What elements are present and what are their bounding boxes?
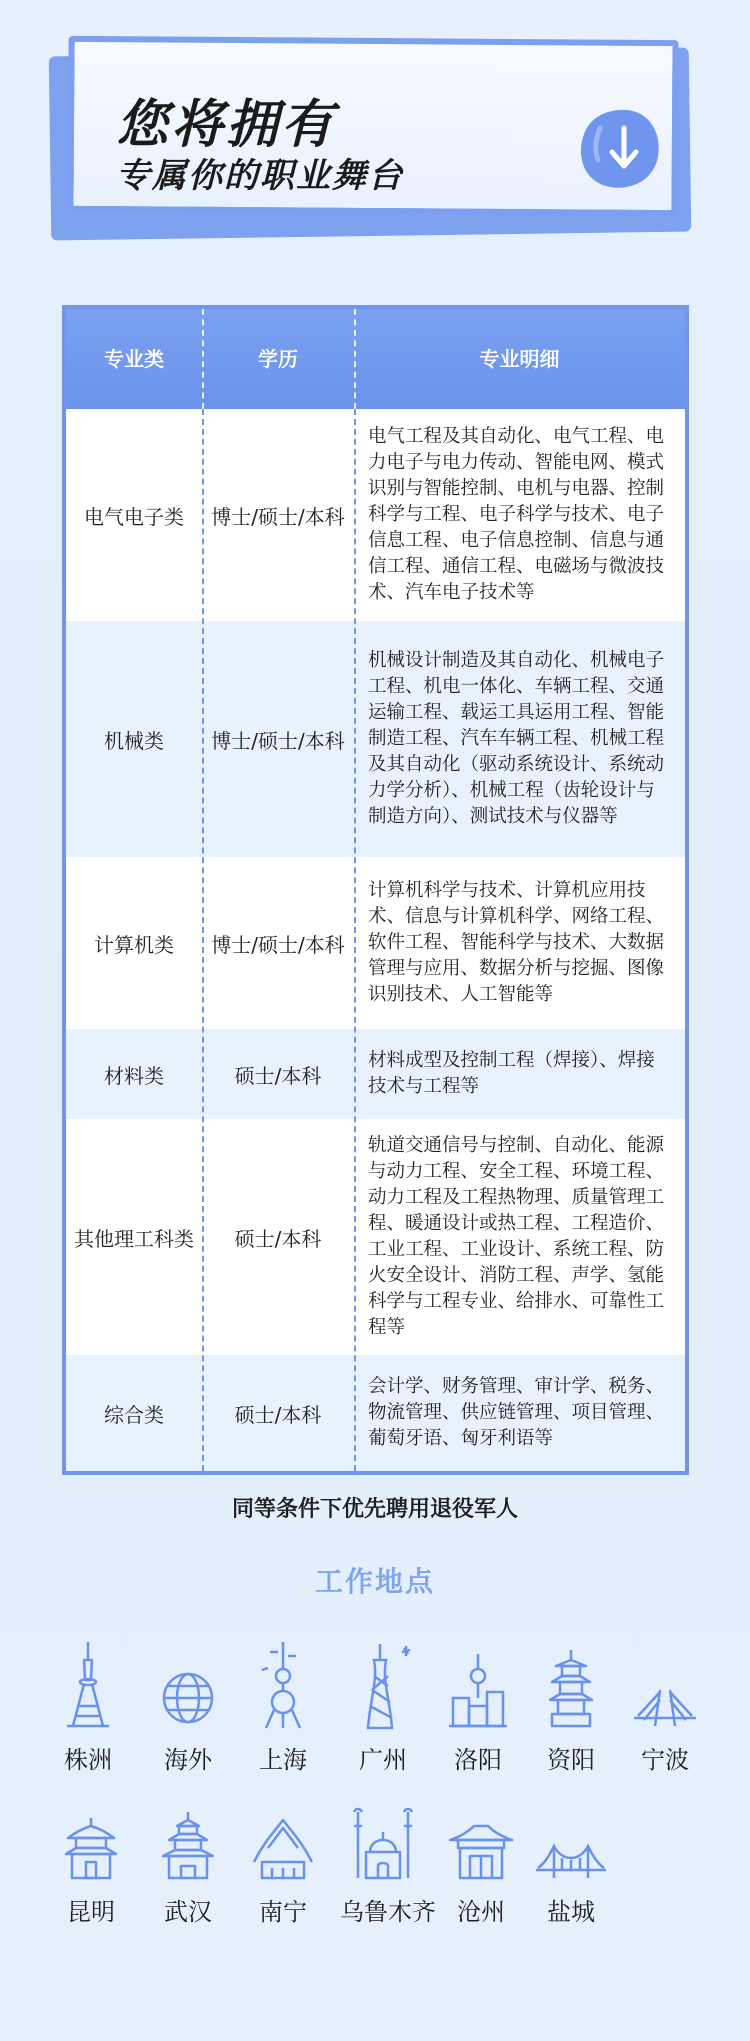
- city-name: 广州: [359, 1746, 407, 1774]
- row-degree: 博士/硕士/本科: [211, 728, 345, 753]
- suspension-bridge-icon: [536, 1792, 606, 1882]
- locations-title: 工作地点: [314, 1565, 435, 1598]
- table-row: [66, 857, 685, 1029]
- city-name: 宁波: [641, 1746, 689, 1774]
- row-category: 综合类: [104, 1402, 164, 1427]
- city-name: 株洲: [64, 1746, 112, 1774]
- city-yancheng: [528, 1792, 614, 1927]
- bridge-icon: [630, 1640, 700, 1730]
- table-row: [66, 621, 685, 857]
- city-name: 沧州: [457, 1898, 505, 1926]
- row-category: 机械类: [104, 728, 164, 753]
- city-ziyang: [528, 1640, 614, 1775]
- row-degree: 硕士/本科: [234, 1402, 322, 1427]
- convention-center-icon: [248, 1792, 318, 1882]
- tv-tower-icon: [53, 1640, 123, 1730]
- row-degree: 硕士/本科: [234, 1063, 322, 1088]
- table-row: [66, 1355, 685, 1471]
- city-name: 海外: [164, 1746, 212, 1774]
- header-divider: [202, 309, 204, 409]
- city-nanning: [240, 1792, 326, 1927]
- city-luoyang: [435, 1640, 521, 1775]
- yellow-crane-tower-icon: [153, 1792, 223, 1882]
- row-degree: 硕士/本科: [234, 1226, 322, 1251]
- row-detail: 机械设计制造及其自动化、机械电子工程、机电一体化、车辆工程、交通运输工程、载运工具运用工程、智能制造工程、汽车车辆工程、机械工程及其自动化（驱动系统设计、系统动力学分析）、机械工程（齿轮设计与制造方向）、测试技术与仪器等: [368, 650, 665, 827]
- major-table: [62, 305, 689, 1475]
- city-ningbo: [622, 1640, 708, 1775]
- table-row: [66, 1029, 685, 1119]
- header-detail: 专业明细: [479, 347, 560, 371]
- pavilion-icon: [56, 1792, 126, 1882]
- row-detail: 轨道交通信号与控制、自动化、能源与动力工程、安全工程、环境工程、动力工程及工程热物理、质量管理工程、暖通设计或热工程、工程造价、工业工程、工业设计、系统工程、防火安全设计、消防工程、声学、氢能科学与工程专业、给排水、可靠性工程等: [368, 1135, 665, 1338]
- header-divider: [354, 309, 356, 409]
- city-overseas: [145, 1640, 231, 1775]
- row-detail: 材料成型及控制工程（焊接）、焊接技术与工程等: [368, 1050, 655, 1097]
- temple-gate-icon: [446, 1792, 516, 1882]
- city-name: 昆明: [67, 1898, 115, 1926]
- city-shanghai: [240, 1640, 326, 1775]
- row-category: 其他理工科类: [74, 1226, 194, 1251]
- row-category: 计算机类: [94, 932, 174, 957]
- veteran-note: 同等条件下优先聘用退役军人: [231, 1497, 518, 1522]
- globe-icon: [153, 1640, 223, 1730]
- city-name: 盐城: [547, 1898, 595, 1926]
- city-skyline-icon: [443, 1640, 513, 1730]
- row-degree: 博士/硕士/本科: [211, 504, 345, 529]
- column-divider: [202, 409, 204, 1471]
- column-divider: [354, 409, 356, 1471]
- city-name: 乌鲁木齐: [340, 1898, 436, 1926]
- header-degree: 学历: [258, 347, 298, 371]
- city-urumqi: [340, 1792, 436, 1927]
- arrow-down-icon: [570, 98, 670, 198]
- city-wuhan: [145, 1792, 231, 1927]
- table-row: [66, 409, 685, 621]
- row-detail: 计算机科学与技术、计算机应用技术、信息与计算机科学、网络工程、软件工程、智能科学与技术、大数据管理与应用、数据分析与挖掘、图像识别技术、人工智能等: [368, 880, 665, 1005]
- page-subtitle: 专属你的职业舞台: [116, 156, 404, 196]
- row-category: 电气电子类: [84, 504, 184, 529]
- city-guangzhou: [340, 1640, 426, 1775]
- row-detail: 会计学、财务管理、审计学、税务、物流管理、供应链管理、项目管理、葡萄牙语、匈牙利语等: [368, 1376, 665, 1449]
- city-cangzhou: [438, 1792, 524, 1927]
- row-degree: 博士/硕士/本科: [211, 932, 345, 957]
- pearl-tower-icon: [248, 1640, 318, 1730]
- header-banner: [50, 38, 690, 238]
- page-title: 您将拥有: [116, 95, 337, 155]
- mosque-icon: [348, 1792, 418, 1882]
- city-name: 资阳: [547, 1746, 595, 1774]
- city-name: 南宁: [259, 1898, 307, 1926]
- city-name: 武汉: [164, 1898, 212, 1926]
- row-category: 材料类: [104, 1063, 164, 1088]
- row-detail: 电气工程及其自动化、电气工程、电力电子与电力传动、智能电网、模式识别与智能控制、电机与电器、控制科学与工程、电子科学与技术、电子信息工程、电子信息控制、信息与通信工程、通信工程、电磁场与微波技术、汽车电子技术等: [368, 426, 665, 603]
- city-name: 洛阳: [454, 1746, 502, 1774]
- city-zhuzhou: [45, 1640, 131, 1775]
- table-header: [66, 309, 685, 409]
- canton-tower-icon: [348, 1640, 418, 1730]
- pagoda-icon: [536, 1640, 606, 1730]
- header-category: 专业类: [104, 347, 164, 371]
- city-name: 上海: [259, 1746, 307, 1774]
- table-row: [66, 1119, 685, 1355]
- city-kunming: [48, 1792, 134, 1927]
